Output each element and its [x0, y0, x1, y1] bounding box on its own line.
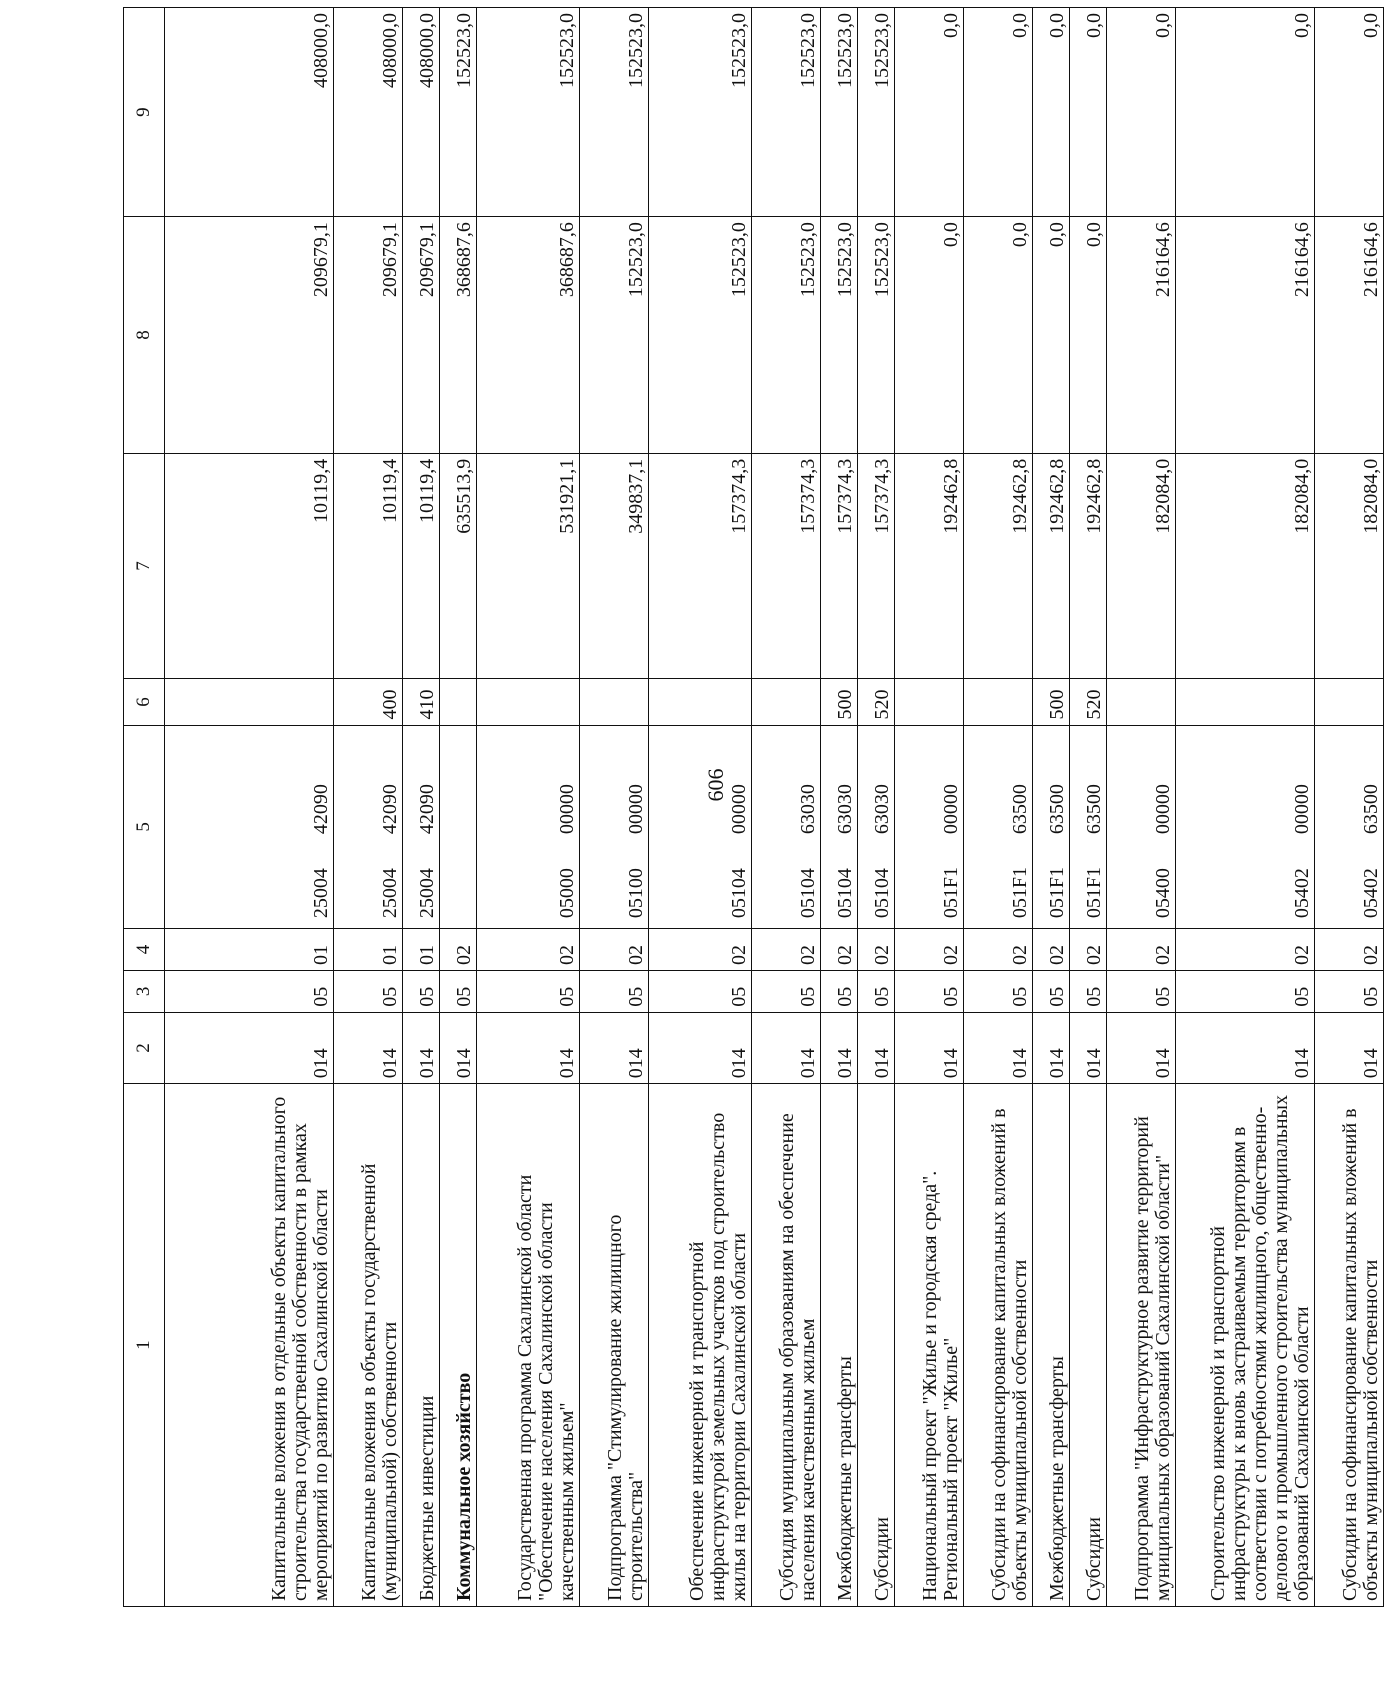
subsection-code-cell: 02: [649, 929, 752, 971]
direction-code: 00000: [625, 784, 647, 835]
section-code-cell: 05: [334, 970, 403, 1012]
program-code: 05104: [871, 868, 893, 919]
row-name-cell: Строительство инженерной и транспортной инфраструктуры к вновь застраиваемым территориям в соответствии с потребностями жилищного, общественно-делового и промышленного строительства муниципальных образований Сахалинской области: [1176, 1084, 1315, 1607]
target-article-cell: [649, 725, 752, 929]
table-row: [1107, 8, 1176, 1607]
expense-type-cell: 410: [403, 679, 440, 725]
expense-type-cell: [477, 679, 580, 725]
direction-code: 42090: [310, 784, 332, 835]
row-name-cell: Капитальные вложения в объекты государственной (муниципальной) собственности: [334, 1084, 403, 1607]
amount-col7-cell: 635513,9: [440, 453, 477, 679]
program-code: 05104: [728, 868, 750, 919]
subsection-code-cell: 02: [1107, 929, 1176, 971]
direction-code: 42090: [416, 784, 438, 835]
table-row: [1315, 8, 1384, 1607]
section-code-cell: 05: [895, 970, 964, 1012]
expense-type-cell: [649, 679, 752, 725]
expense-type-cell: 500: [1033, 679, 1070, 725]
table-row: [858, 8, 895, 1607]
amount-col9-cell: 152523,0: [752, 8, 821, 217]
amount-col9-cell: 408000,0: [165, 8, 334, 217]
subsection-code-cell: 02: [1070, 929, 1107, 971]
subsection-code-cell: 02: [964, 929, 1033, 971]
section-code-cell: 05: [821, 970, 858, 1012]
row-name-cell: Субсидии: [1070, 1084, 1107, 1607]
target-article-cell: [895, 725, 964, 929]
ministry-code-cell: 014: [1315, 1012, 1384, 1084]
expense-type-cell: 400: [334, 679, 403, 725]
amount-col7-cell: 192462,8: [1033, 453, 1070, 679]
ministry-code-cell: 014: [858, 1012, 895, 1084]
amount-col7-cell: 192462,8: [1070, 453, 1107, 679]
program-code: 051F1: [1083, 867, 1105, 919]
table-row: [895, 8, 964, 1607]
expense-type-cell: [1315, 679, 1384, 725]
amount-col8-cell: 368687,6: [477, 217, 580, 454]
amount-col8-cell: 0,0: [895, 217, 964, 454]
amount-col8-cell: 152523,0: [649, 217, 752, 454]
row-name-cell: Обеспечение инженерной и транспортной инфраструктурой земельных участков под строительство жилья на территории Сахалинской области: [649, 1084, 752, 1607]
direction-code: 00000: [1152, 784, 1174, 835]
expense-type-cell: [895, 679, 964, 725]
direction-code: 63500: [1083, 784, 1105, 835]
page-number: 606: [703, 768, 728, 802]
amount-col8-cell: 216164,6: [1176, 217, 1315, 454]
direction-code: 00000: [940, 784, 962, 835]
column-header: 9: [124, 8, 165, 217]
amount-col7-cell: 157374,3: [649, 453, 752, 679]
table-row: [1033, 8, 1070, 1607]
table-row: [752, 8, 821, 1607]
direction-code: 42090: [379, 784, 401, 835]
target-article-cell: [1315, 725, 1384, 929]
ministry-code-cell: 014: [649, 1012, 752, 1084]
target-article-cell: [165, 725, 334, 929]
amount-col7-cell: 10119,4: [403, 453, 440, 679]
ministry-code-cell: 014: [1070, 1012, 1107, 1084]
amount-col7-cell: 182084,0: [1176, 453, 1315, 679]
amount-col9-cell: 152523,0: [580, 8, 649, 217]
subsection-code-cell: 02: [895, 929, 964, 971]
amount-col7-cell: 182084,0: [1107, 453, 1176, 679]
program-code: 25004: [379, 868, 401, 919]
amount-col8-cell: 216164,6: [1315, 217, 1384, 454]
section-code-cell: 05: [1107, 970, 1176, 1012]
target-article-cell: [964, 725, 1033, 929]
row-name-cell: Подпрограмма "Инфраструктурное развитие территорий муниципальных образований Сахалинской области": [1107, 1084, 1176, 1607]
amount-col7-cell: 531921,1: [477, 453, 580, 679]
section-code-cell: 05: [1070, 970, 1107, 1012]
amount-col7-cell: 349837,1: [580, 453, 649, 679]
ministry-code-cell: 014: [895, 1012, 964, 1084]
table-row: [477, 8, 580, 1607]
target-article-cell: [1070, 725, 1107, 929]
table-body: [124, 8, 1384, 1607]
section-code-cell: 05: [1176, 970, 1315, 1012]
amount-col8-cell: 209679,1: [403, 217, 440, 454]
amount-col9-cell: 152523,0: [821, 8, 858, 217]
ministry-code-cell: 014: [821, 1012, 858, 1084]
expense-type-cell: [1107, 679, 1176, 725]
program-code: 05000: [556, 868, 578, 919]
direction-code: 63030: [834, 784, 856, 835]
direction-code: 63030: [871, 784, 893, 835]
direction-code: 00000: [556, 784, 578, 835]
column-header: 4: [124, 929, 165, 971]
section-code-cell: 05: [440, 970, 477, 1012]
subsection-code-cell: 02: [477, 929, 580, 971]
ministry-code-cell: 014: [752, 1012, 821, 1084]
table-row: [580, 8, 649, 1607]
direction-code: 00000: [1291, 784, 1313, 835]
target-article-cell: [477, 725, 580, 929]
amount-col9-cell: 408000,0: [403, 8, 440, 217]
amount-col8-cell: 152523,0: [821, 217, 858, 454]
program-code: 25004: [310, 868, 332, 919]
amount-col9-cell: 152523,0: [649, 8, 752, 217]
amount-col7-cell: 157374,3: [752, 453, 821, 679]
row-name-cell: Капитальные вложения в отдельные объекты капитального строительства государственной собственности в рамках мероприятий по развитию Сахалинской области: [165, 1084, 334, 1607]
subsection-code-cell: 02: [752, 929, 821, 971]
ministry-code-cell: 014: [440, 1012, 477, 1084]
section-code-cell: 05: [649, 970, 752, 1012]
amount-col9-cell: 0,0: [1107, 8, 1176, 217]
amount-col8-cell: 0,0: [1033, 217, 1070, 454]
amount-col8-cell: 152523,0: [752, 217, 821, 454]
rotated-table-container: [123, 7, 1382, 1607]
table-row: [334, 8, 403, 1607]
row-name-cell: Национальный проект "Жилье и городская среда". Региональный проект "Жилье": [895, 1084, 964, 1607]
table-row: [964, 8, 1033, 1607]
column-header: 5: [124, 725, 165, 929]
section-code-cell: 05: [403, 970, 440, 1012]
section-code-cell: 05: [580, 970, 649, 1012]
column-header: 7: [124, 453, 165, 679]
amount-col9-cell: 152523,0: [440, 8, 477, 217]
program-code: 05400: [1152, 868, 1174, 919]
row-name-cell: Государственная программа Сахалинской области "Обеспечение населения Сахалинской области качественным жильем": [477, 1084, 580, 1607]
program-code: 05104: [797, 868, 819, 919]
amount-col8-cell: 209679,1: [165, 217, 334, 454]
amount-col9-cell: 0,0: [1033, 8, 1070, 217]
header-row: [124, 8, 165, 1607]
amount-col8-cell: 0,0: [964, 217, 1033, 454]
amount-col7-cell: 157374,3: [821, 453, 858, 679]
expense-type-cell: [440, 679, 477, 725]
amount-col8-cell: 216164,6: [1107, 217, 1176, 454]
section-code-cell: 05: [858, 970, 895, 1012]
direction-code: 63500: [1046, 784, 1068, 835]
subsection-code-cell: 02: [440, 929, 477, 971]
subsection-code-cell: 02: [580, 929, 649, 971]
amount-col9-cell: 0,0: [895, 8, 964, 217]
amount-col7-cell: 157374,3: [858, 453, 895, 679]
program-code: 25004: [416, 868, 438, 919]
subsection-code-cell: 01: [334, 929, 403, 971]
column-header: 2: [124, 1012, 165, 1084]
expense-type-cell: [580, 679, 649, 725]
target-article-cell: [1176, 725, 1315, 929]
program-code: 051F1: [1046, 867, 1068, 919]
subsection-code-cell: 02: [1315, 929, 1384, 971]
ministry-code-cell: 014: [165, 1012, 334, 1084]
expense-type-cell: [1176, 679, 1315, 725]
amount-col9-cell: 152523,0: [858, 8, 895, 217]
expense-type-cell: [752, 679, 821, 725]
amount-col9-cell: 0,0: [1176, 8, 1315, 217]
section-code-cell: 05: [1315, 970, 1384, 1012]
amount-col7-cell: 182084,0: [1315, 453, 1384, 679]
table-row: [1070, 8, 1107, 1607]
subsection-code-cell: 02: [858, 929, 895, 971]
target-article-cell: [858, 725, 895, 929]
amount-col9-cell: 0,0: [1070, 8, 1107, 217]
program-code: 05100: [625, 868, 647, 919]
subsection-code-cell: 02: [1176, 929, 1315, 971]
direction-code: 00000: [728, 784, 750, 835]
row-name-cell: Субсидия муниципальным образованиям на обеспечение населения качественным жильем: [752, 1084, 821, 1607]
program-code: 051F1: [940, 867, 962, 919]
table-row: [165, 8, 334, 1607]
row-name-cell: Субсидии: [858, 1084, 895, 1607]
amount-col7-cell: 10119,4: [165, 453, 334, 679]
direction-code: 63500: [1360, 784, 1382, 835]
amount-col9-cell: 408000,0: [334, 8, 403, 217]
program-code: 05402: [1291, 868, 1313, 919]
ministry-code-cell: 014: [403, 1012, 440, 1084]
column-header: 1: [124, 1084, 165, 1607]
amount-col8-cell: 152523,0: [580, 217, 649, 454]
row-name-cell: Подпрограмма "Стимулирование жилищного строительства": [580, 1084, 649, 1607]
column-header: 8: [124, 217, 165, 454]
target-article-cell: [580, 725, 649, 929]
section-code-cell: 05: [165, 970, 334, 1012]
column-header: 6: [124, 679, 165, 725]
amount-col8-cell: 0,0: [1070, 217, 1107, 454]
section-code-cell: 05: [964, 970, 1033, 1012]
section-code-cell: 05: [1033, 970, 1070, 1012]
subsection-code-cell: 01: [403, 929, 440, 971]
table-row: [649, 8, 752, 1607]
direction-code: 63030: [797, 784, 819, 835]
target-article-cell: [334, 725, 403, 929]
subsection-code-cell: 02: [821, 929, 858, 971]
amount-col7-cell: 192462,8: [895, 453, 964, 679]
program-code: 051F1: [1009, 867, 1031, 919]
expense-type-cell: [165, 679, 334, 725]
row-name-cell: Бюджетные инвестиции: [403, 1084, 440, 1607]
row-name-cell: Субсидии на софинансирование капитальных вложений в объекты муниципальной собственности: [1315, 1084, 1384, 1607]
row-name-cell: Субсидии на софинансирование капитальных вложений в объекты муниципальной собственности: [964, 1084, 1033, 1607]
amount-col7-cell: 10119,4: [334, 453, 403, 679]
row-name-cell: Коммунальное хозяйство: [440, 1084, 477, 1607]
amount-col7-cell: 192462,8: [964, 453, 1033, 679]
row-name-cell: Межбюджетные трансферты: [821, 1084, 858, 1607]
table-row: [1176, 8, 1315, 1607]
row-name-cell: Межбюджетные трансферты: [1033, 1084, 1070, 1607]
section-code-cell: 05: [477, 970, 580, 1012]
target-article-cell: [403, 725, 440, 929]
ministry-code-cell: 014: [477, 1012, 580, 1084]
subsection-code-cell: 01: [165, 929, 334, 971]
section-code-cell: 05: [752, 970, 821, 1012]
amount-col9-cell: 0,0: [964, 8, 1033, 217]
program-code: 05104: [834, 868, 856, 919]
target-article-cell: [1107, 725, 1176, 929]
direction-code: 63500: [1009, 784, 1031, 835]
amount-col8-cell: 209679,1: [334, 217, 403, 454]
ministry-code-cell: 014: [580, 1012, 649, 1084]
table-row: [821, 8, 858, 1607]
ministry-code-cell: 014: [1176, 1012, 1315, 1084]
subsection-code-cell: 02: [1033, 929, 1070, 971]
amount-col8-cell: 152523,0: [858, 217, 895, 454]
ministry-code-cell: 014: [1107, 1012, 1176, 1084]
target-article-cell: [821, 725, 858, 929]
table-row: [403, 8, 440, 1607]
ministry-code-cell: 014: [1033, 1012, 1070, 1084]
target-article-cell: [752, 725, 821, 929]
program-code: 05402: [1360, 868, 1382, 919]
expense-type-cell: [964, 679, 1033, 725]
expense-type-cell: 520: [858, 679, 895, 725]
budget-table: [123, 7, 1384, 1607]
target-article-cell: [1033, 725, 1070, 929]
amount-col9-cell: 0,0: [1315, 8, 1384, 217]
expense-type-cell: 500: [821, 679, 858, 725]
target-article-cell: [440, 725, 477, 929]
ministry-code-cell: 014: [334, 1012, 403, 1084]
expense-type-cell: 520: [1070, 679, 1107, 725]
amount-col9-cell: 152523,0: [477, 8, 580, 217]
table-row: [440, 8, 477, 1607]
amount-col8-cell: 368687,6: [440, 217, 477, 454]
ministry-code-cell: 014: [964, 1012, 1033, 1084]
column-header: 3: [124, 970, 165, 1012]
